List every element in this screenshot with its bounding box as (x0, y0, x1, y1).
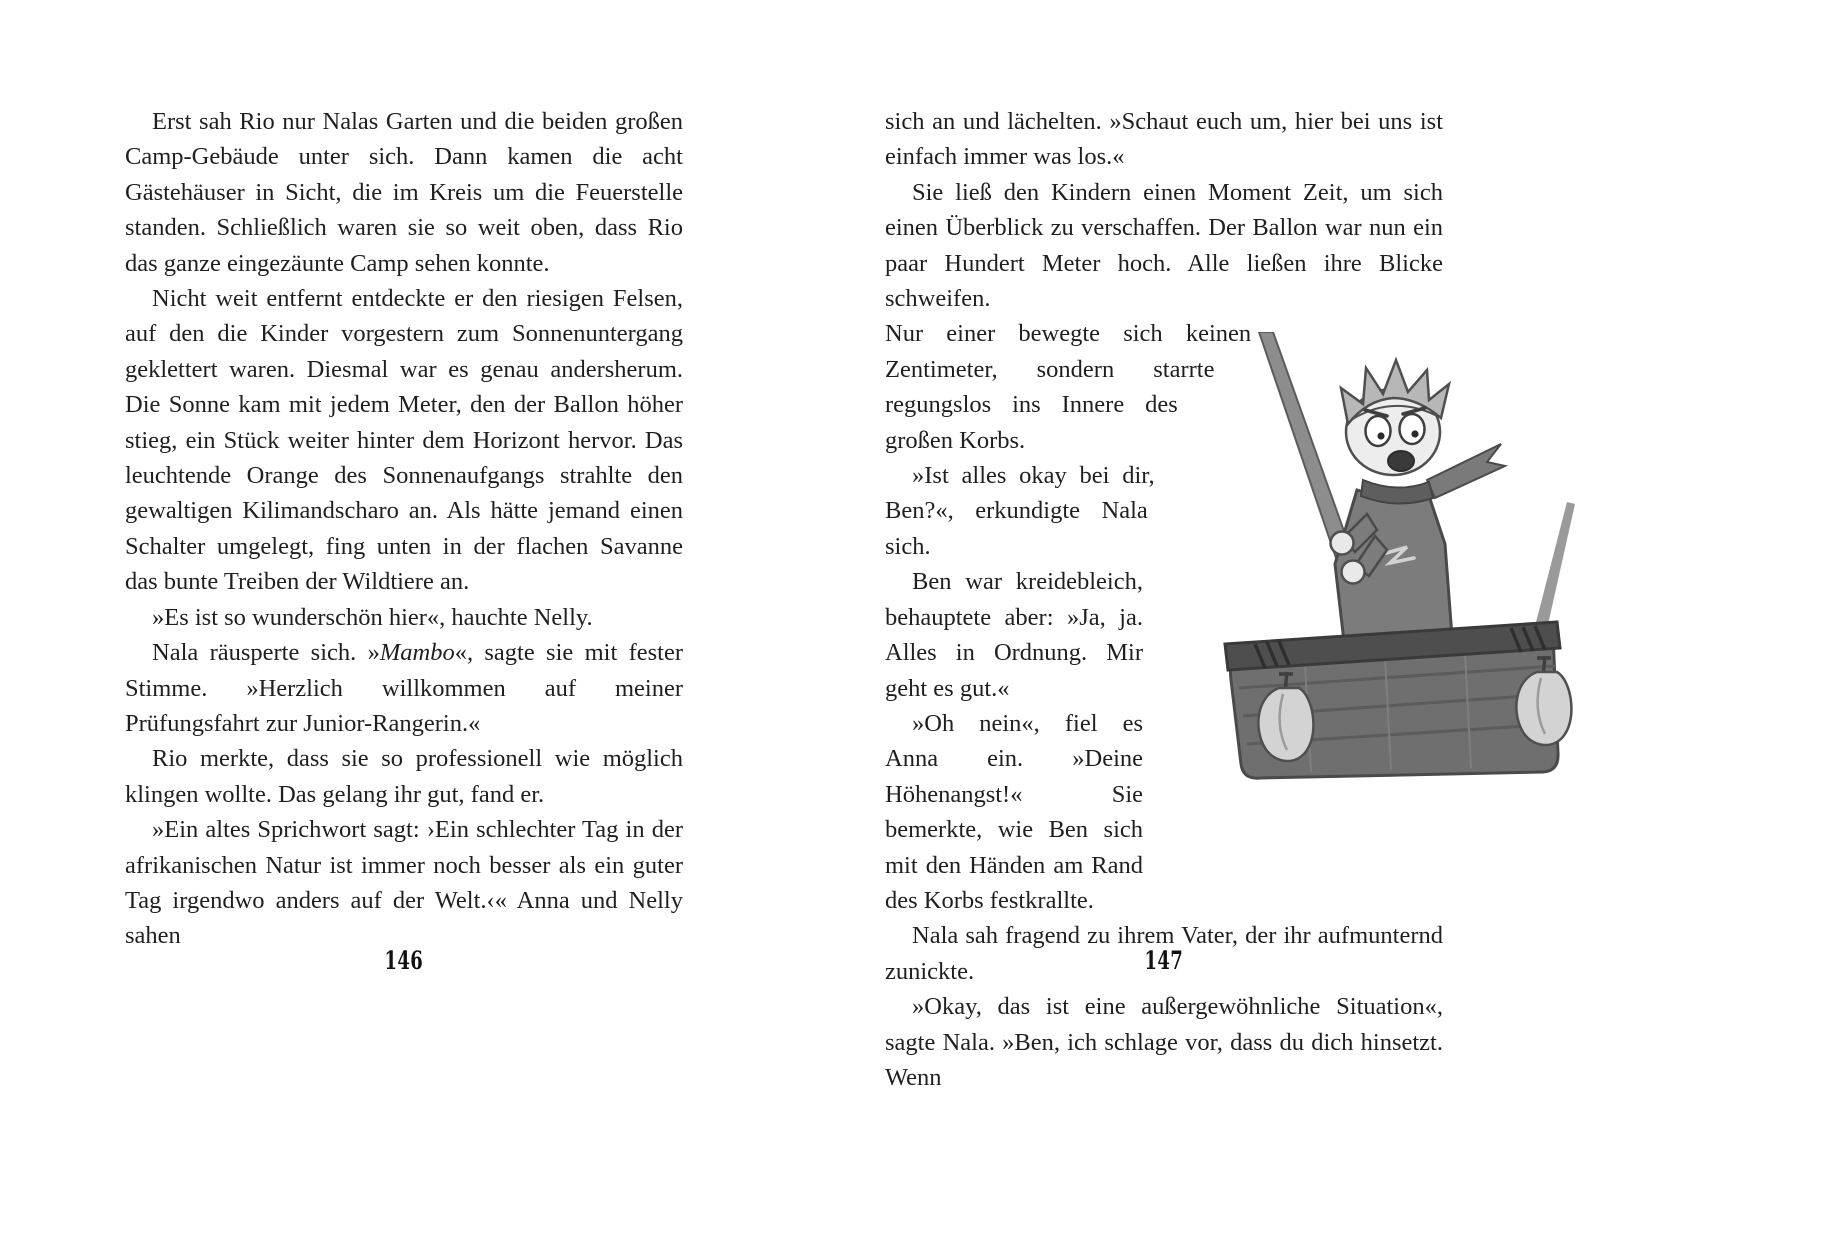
suspension-rope (1533, 502, 1575, 638)
paragraph: »Ist alles okay bei dir, Ben?«, erkundigte Nala sich. (885, 462, 1155, 560)
paragraph: Nur einer bewegte sich keinen Zentimeter, sondern starrte regungslos ins Innere des großen Korbs. (885, 320, 1252, 454)
italic-text: Mambo (379, 639, 455, 667)
left-page-footer (125, 946, 683, 975)
paragraph: »Okay, das ist eine außergewöhnliche Situation«, sagte Nala. »Ben, ich schlage vor, dass du dich hinsetzt. Wenn (885, 993, 1443, 1091)
paragraph: »Oh nein«, fiel es Anna ein. »Deine Höhenangst!« Sie bemerkte, wie Ben sich mit den Händen am Rand des Korbs festkrallte. (885, 709, 1143, 914)
page-number: 146 (384, 946, 424, 975)
paragraph: Rio merkte, dass sie so professionell wie möglich klingen wollte. Das gelang ihr gut, fand er. (125, 745, 683, 808)
paragraph: Ben war kreidebleich, behauptete aber: »Ja, ja. Alles in Ordnung. Mir geht es gut.« (885, 568, 1143, 702)
paragraph: Sie ließ den Kindern einen Moment Zeit, um sich einen Überblick zu verschaffen. Der Ballon war nun ein paar Hundert Meter hoch. Alle ließen ihre Blicke schweifen. (885, 178, 1443, 313)
paragraph: Erst sah Rio nur Nalas Garten und die beiden großen Camp-Gebäude unter sich. Dann kamen die acht Gästehäuser in Sicht, die im Kreis um die Feuerstelle standen. Schließlich waren sie so weit oben, dass Rio das ganze eingezäunte Camp sehen konnte. (125, 108, 683, 277)
text-run: Nala räusperte sich. » (152, 639, 380, 667)
left-page-text-column (125, 104, 683, 954)
right-page-footer (885, 946, 1443, 975)
page-number: 147 (1144, 946, 1184, 975)
boy-figure (1331, 360, 1506, 650)
paragraph: sich an und lächelten. »Schaut euch um, hier bei uns ist einfach immer was los.« (885, 108, 1443, 171)
paragraph: Nicht weit entfernt entdeckte er den riesigen Felsen, auf den die Kinder vorgestern zum Sonnenuntergang geklettert waren. Diesmal war es genau andersherum. Die Sonne kam mit jedem Meter, den der Ballon höher stieg, ein Stück weiter hinter dem Horizont hervor. Das leuchtende Orange des Sonnenaufgangs strahlte den gewaltigen Kilimandscharo an. Als hätte jemand einen Schalter umgelegt, fing unten in der flachen Savanne das bunte Treiben der Wildtiere an. (125, 285, 683, 596)
text-run: «, sagte sie mit fester Stimme. »Herzlich willkommen auf meiner Prüfungsfahrt zur Junior-Rangerin.« (125, 639, 683, 737)
paragraph: Nala sah fragend zu ihrem Vater, der ihr aufmunternd zunickte. (885, 922, 1443, 985)
scared-boy-in-balloon-basket-illustration (1215, 332, 1575, 794)
paragraph: »Ein altes Sprichwort sagt: ›Ein schlechter Tag in der afrikanischen Natur ist immer noch besser als ein guter Tag irgendwo anders auf der Welt.‹« Anna und Nelly sahen (125, 816, 683, 950)
paragraph: »Es ist so wunderschön hier«, hauchte Nelly. (152, 603, 593, 631)
paragraph (125, 635, 683, 741)
